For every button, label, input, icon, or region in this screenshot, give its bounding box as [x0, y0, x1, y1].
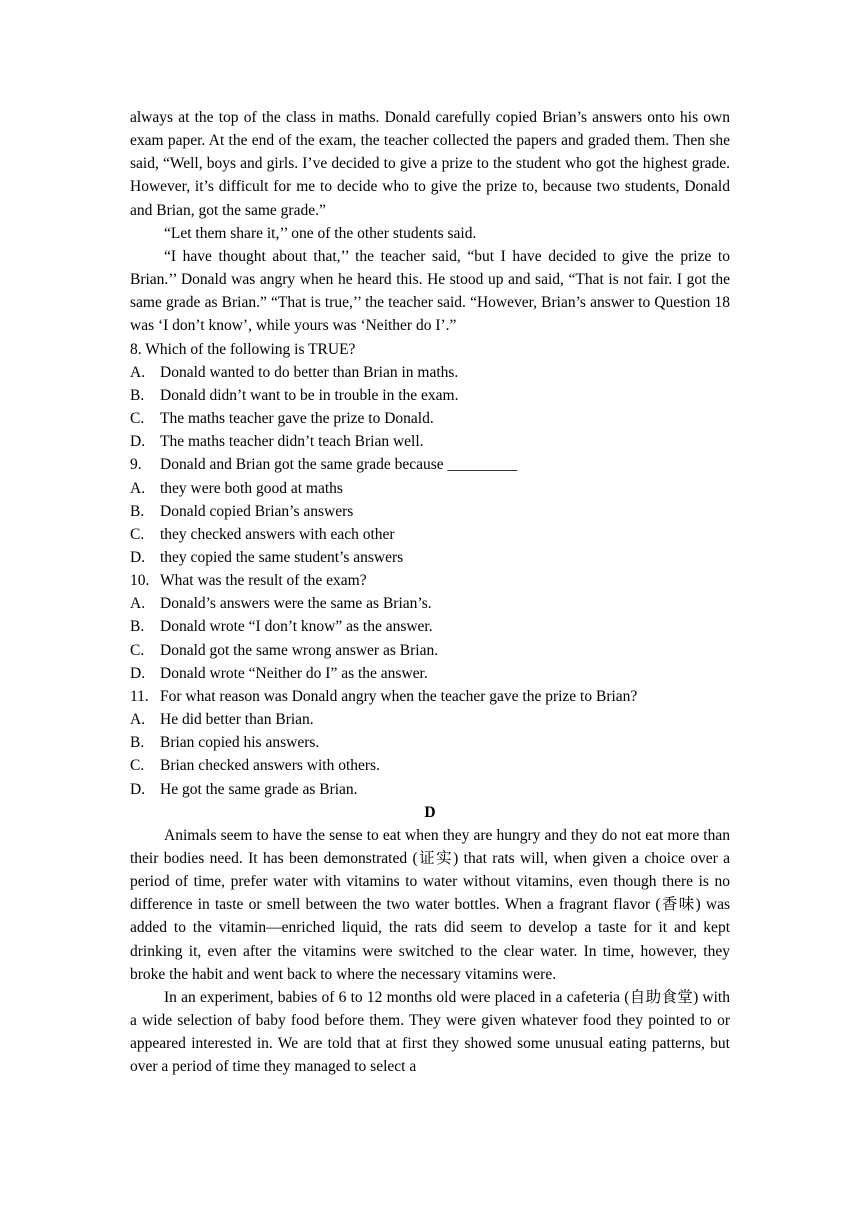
question-8-option-d — [130, 430, 730, 453]
document-page — [130, 106, 730, 1079]
option-label: D. — [130, 548, 146, 566]
option-text: The maths teacher didn’t teach Brian well. — [160, 433, 424, 451]
question-number: 9. — [130, 456, 142, 474]
option-text: Donald wrote “I don’t know” as the answer. — [160, 618, 433, 636]
question-11-option-b — [130, 731, 730, 754]
question-8-stem: 8. Which of the following is TRUE? — [130, 340, 356, 358]
option-label: A. — [130, 595, 146, 613]
question-10-option-b — [130, 615, 730, 638]
question-10-stem — [130, 569, 730, 592]
option-text: Brian copied his answers. — [160, 734, 320, 752]
option-label: D. — [130, 664, 146, 682]
option-text: they were both good at maths — [160, 479, 343, 497]
question-9-option-b — [130, 500, 730, 523]
option-text: they checked answers with each other — [160, 525, 395, 543]
option-label: A. — [130, 479, 146, 497]
option-label: C. — [130, 525, 145, 543]
question-9-option-d — [130, 546, 730, 569]
option-label: C. — [130, 410, 145, 428]
question-11-option-d — [130, 778, 730, 801]
section-d-heading: D — [424, 803, 436, 821]
question-number: 10. — [130, 572, 150, 590]
option-label: A. — [130, 363, 146, 381]
section-d-paragraph-1: Animals seem to have the sense to eat when they are hungry and they do not eat more than their bodies need. It has been demonstrated (证实) that rats will, when given a choice over a period of time, prefer water with vitamins to water without vitamins, even though there is no difference in taste or smell between the two water bottles. When a fragrant flavor (香味) was added to the vitamin—enriched liquid, the rats did seem to develop a taste for it and kept drinking it, even after the vitamins were switched to the clear water. In time, however, they broke the habit and went back to where the necessary vitamins were. — [130, 826, 730, 983]
passage-c-paragraph-2: “Let them share it,’’ one of the other students said. — [164, 224, 477, 242]
question-8-option-c — [130, 407, 730, 430]
option-text: He did better than Brian. — [160, 711, 314, 729]
option-text: Donald didn’t want to be in trouble in the exam. — [160, 386, 459, 404]
option-text: Donald got the same wrong answer as Brian. — [160, 641, 439, 659]
option-text: they copied the same student’s answers — [160, 548, 404, 566]
question-8-option-a — [130, 361, 730, 384]
question-8-option-b — [130, 384, 730, 407]
section-d-paragraph-2: In an experiment, babies of 6 to 12 months old were placed in a cafeteria (自助食堂) with a wide selection of baby food before them. They were given whatever food they pointed to or appeared interested in. We are told that at first they showed some unusual eating patterns, but over a period of time they managed to select a — [130, 988, 730, 1076]
option-text: The maths teacher gave the prize to Donald. — [160, 410, 434, 428]
question-text: For what reason was Donald angry when the teacher gave the prize to Brian? — [160, 687, 638, 705]
option-label: D. — [130, 780, 146, 798]
option-label: D. — [130, 433, 146, 451]
option-text: He got the same grade as Brian. — [160, 780, 358, 798]
option-label: B. — [130, 386, 145, 404]
question-9-option-c — [130, 523, 730, 546]
question-10-option-c — [130, 639, 730, 662]
question-text: Donald and Brian got the same grade because _________ — [160, 456, 518, 474]
option-text: Donald copied Brian’s answers — [160, 502, 354, 520]
question-9-stem — [130, 453, 730, 476]
question-number: 11. — [130, 687, 149, 705]
option-label: A. — [130, 711, 146, 729]
question-11-stem — [130, 685, 730, 708]
option-label: B. — [130, 734, 145, 752]
option-label: C. — [130, 757, 145, 775]
passage-c-paragraph-3: “I have thought about that,’’ the teacher said, “but I have decided to give the prize to Brian.’’ Donald was angry when he heard this. He stood up and said, “That is not fair. I got the same grade as Brian.” “That is true,’’ the teacher said. “However, Brian’s answer to Question 18 was ‘I don’t know’, while yours was ‘Neither do I’.” — [130, 247, 730, 335]
passage-c-paragraph-1: always at the top of the class in maths. Donald carefully copied Brian’s answers onto his own exam paper. At the end of the exam, the teacher collected the papers and graded them. Then she said, “Well, boys and girls. I’ve decided to give a prize to the student who got the highest grade. However, it’s difficult for me to decide who to give the prize to, because two students, Donald and Brian, got the same grade.” — [130, 109, 730, 219]
question-11-option-a — [130, 708, 730, 731]
question-10-option-d — [130, 662, 730, 685]
option-label: B. — [130, 618, 145, 636]
option-text: Donald’s answers were the same as Brian’s. — [160, 595, 432, 613]
question-10-option-a — [130, 592, 730, 615]
option-text: Brian checked answers with others. — [160, 757, 380, 775]
option-text: Donald wanted to do better than Brian in maths. — [160, 363, 459, 381]
option-text: Donald wrote “Neither do I” as the answer. — [160, 664, 428, 682]
option-label: B. — [130, 502, 145, 520]
question-11-option-c — [130, 754, 730, 777]
question-text: What was the result of the exam? — [160, 572, 367, 590]
option-label: C. — [130, 641, 145, 659]
question-9-option-a — [130, 477, 730, 500]
